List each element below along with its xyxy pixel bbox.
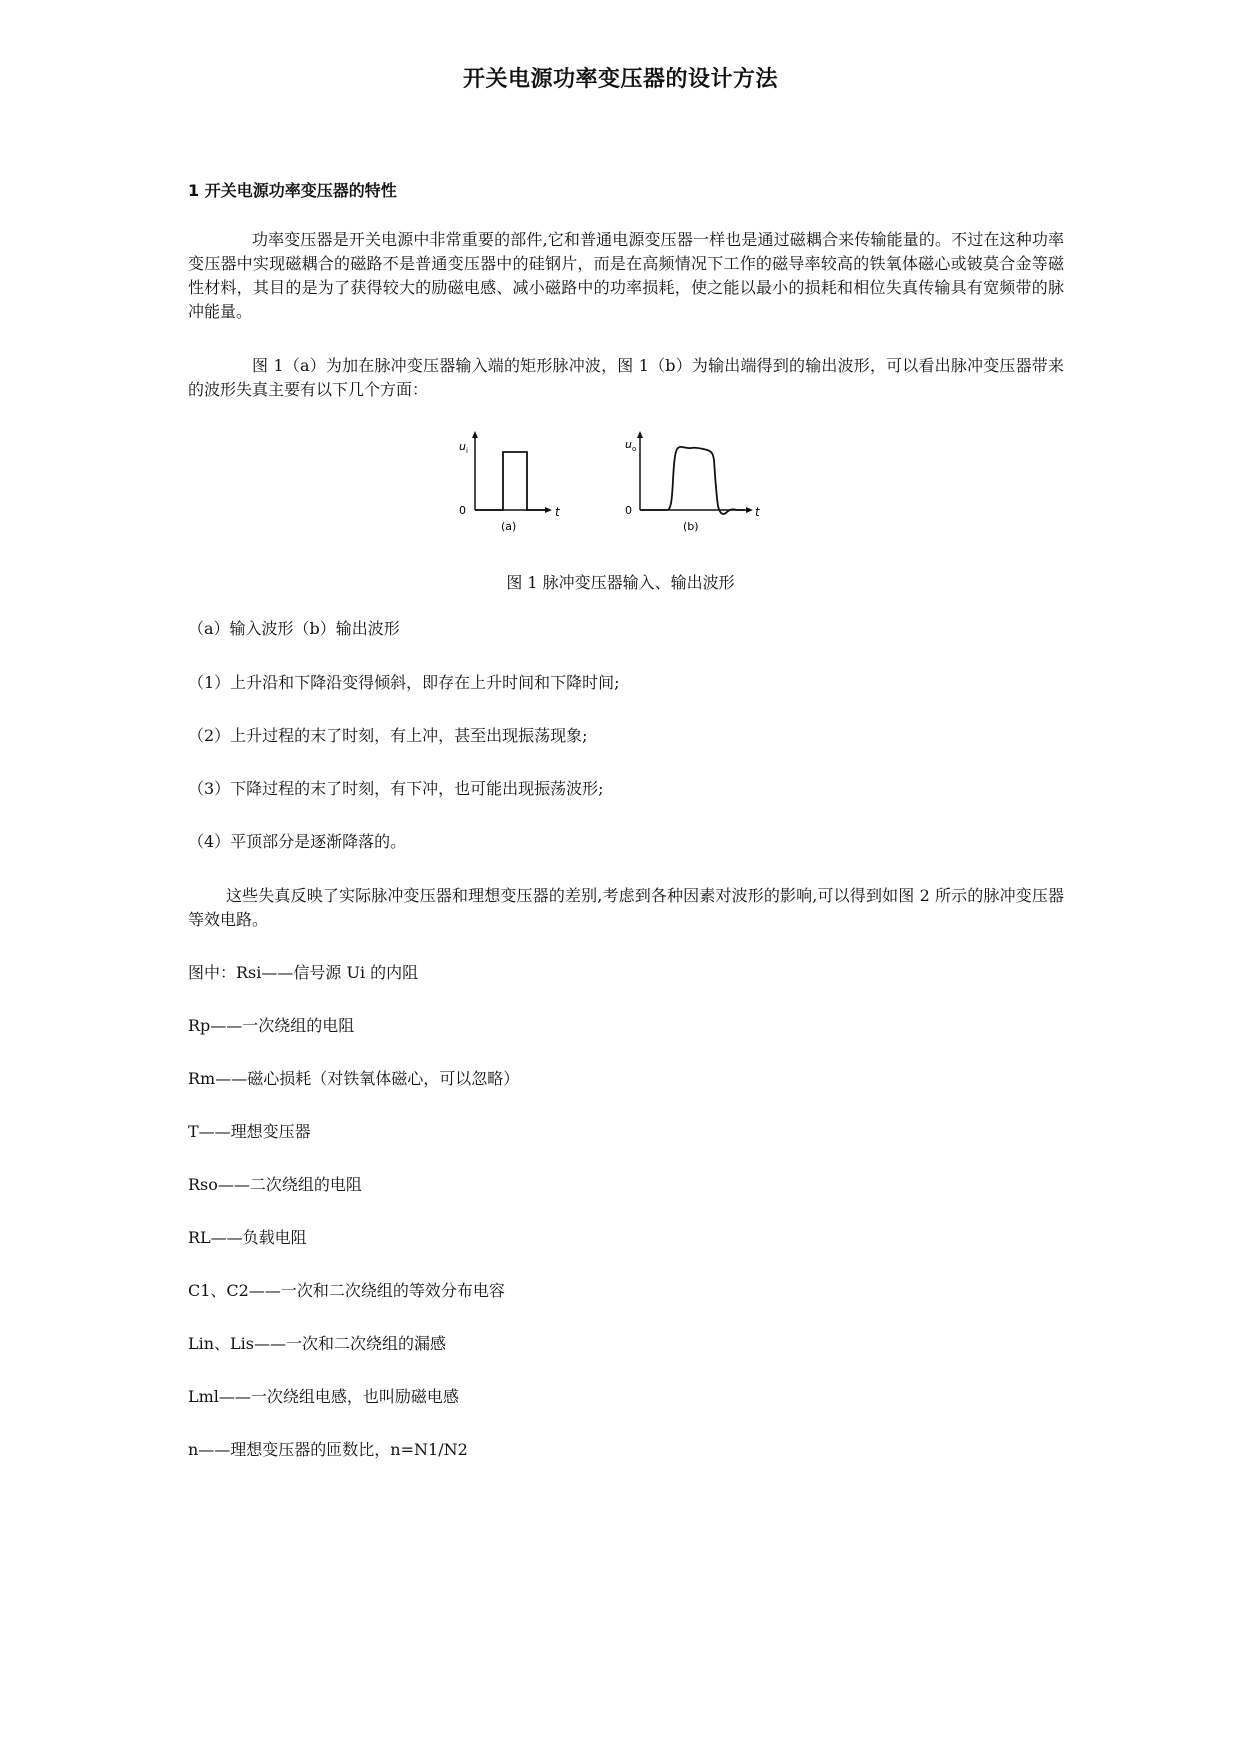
input-figure-tag: (a) [501,520,517,533]
output-y-subscript: o [632,445,637,453]
legend-item-rm: Rm——磁心损耗（对铁氧体磁心，可以忽略） [188,1069,520,1088]
section-heading: 1 开关电源功率变压器的特性 [188,181,397,200]
input-y-subscript: i [466,447,468,455]
input-y-label: u [459,440,466,453]
legend-item-rso: Rso——二次绕组的电阻 [188,1175,362,1194]
input-x-label: t [555,505,560,519]
output-figure-tag: (b) [683,520,699,533]
legend-item-n: n——理想变压器的匝数比，n=N1/N2 [188,1440,468,1459]
legend-item-rl: RL——负载电阻 [188,1228,307,1247]
input-origin-label: 0 [459,504,466,517]
input-pulse [475,452,545,510]
figure-caption: 图 1 脉冲变压器输入、输出波形 [506,573,735,592]
output-y-label: u [625,438,632,451]
input-waveform-plot [459,434,561,533]
page-title: 开关电源功率变压器的设计方法 [462,67,778,92]
distortion-item-1: （1）上升沿和下降沿变得倾斜，即存在上升时间和下降时间; [188,673,620,692]
equivalent-circuit-paragraph: 这些失真反映了实际脉冲变压器和理想变压器的差别,考虑到各种因素对波形的影响,可以得到如图 2 所示的脉冲变压器等效电路。 [188,886,1064,929]
waveform-figure [455,430,795,542]
distortion-item-2: （2）上升过程的末了时刻，有上冲，甚至出现振荡现象; [188,726,588,745]
subfigure-caption: （a）输入波形（b）输出波形 [188,619,400,638]
output-x-label: t [755,505,760,519]
output-origin-label: 0 [625,504,632,517]
distortion-item-4: （4）平顶部分是逐渐降落的。 [188,832,407,851]
output-waveform-plot [625,434,761,533]
legend-item-c1c2: C1、C2——一次和二次绕组的等效分布电容 [188,1281,505,1300]
legend-item-rsi: 图中：Rsi——信号源 Ui 的内阻 [188,963,419,982]
output-pulse [640,447,745,514]
legend-item-rp: Rp——一次绕组的电阻 [188,1016,355,1035]
figure-intro-paragraph: 图 1（a）为加在脉冲变压器输入端的矩形脉冲波，图 1（b）为输出端得到的输出波形，可以看出脉冲变压器带来的波形失真主要有以下几个方面： [188,356,1064,399]
distortion-item-3: （3）下降过程的末了时刻，有下冲，也可能出现振荡波形; [188,779,604,798]
intro-paragraph: 功率变压器是开关电源中非常重要的部件,它和普通电源变压器一样也是通过磁耦合来传输能量的。不过在这种功率变压器中实现磁耦合的磁路不是普通变压器中的硅钢片，而是在高频情况下工作的磁导率较高的铁氧体磁心或铍莫合金等磁性材料，其目的是为了获得较大的励磁电感、减小磁路中的功率损耗，使之能以最小的损耗和相位失真传输具有宽频带的脉冲能量。 [188,230,1064,321]
legend-item-lin-lis: Lin、Lis——一次和二次绕组的漏感 [188,1334,447,1353]
legend-item-t: T——理想变压器 [188,1122,311,1141]
legend-item-lml: Lml——一次绕组电感，也叫励磁电感 [188,1387,459,1406]
